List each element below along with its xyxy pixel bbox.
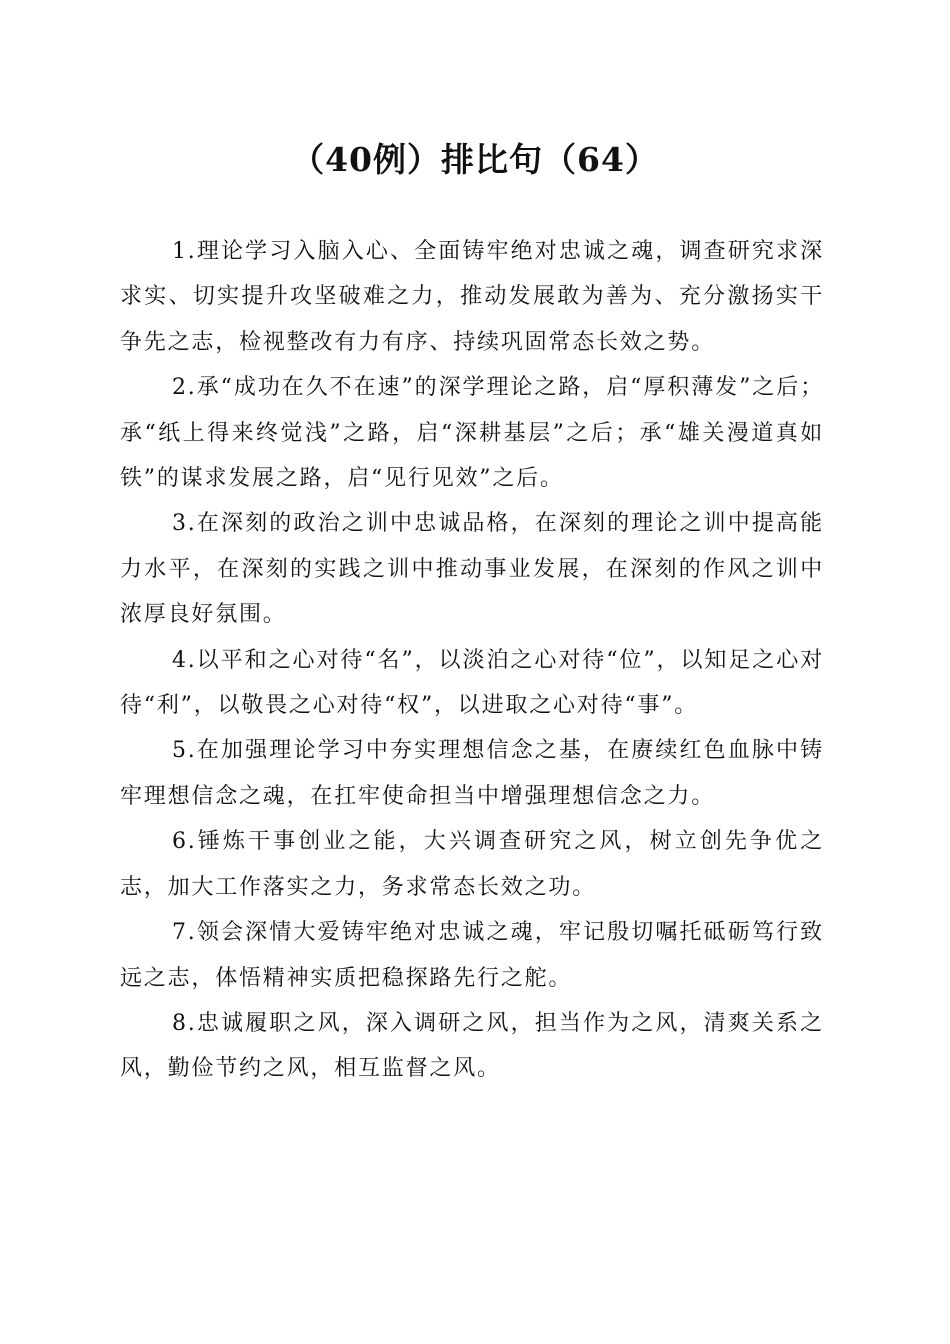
paragraph-1: 1.理论学习入脑入心、全面铸牢绝对忠诚之魂，调查研究求深求实、切实提升攻坚破难之力，推动发展敢为善为、充分激扬实干争先之志，检视整改有力有序、持续巩固常态长效之势。 [120,239,824,355]
paragraph-8: 8.忠诚履职之风，深入调研之风，担当作为之风，清爽关系之风，勤俭节约之风，相互监督之风。 [120,1010,824,1082]
paragraph-6: 6.锤炼干事创业之能，大兴调查研究之风，树立创先争优之志，加大工作落实之力，务求常态长效之功。 [120,829,824,900]
paragraph-4: 4.以平和之心对待“名”，以淡泊之心对待“位”，以知足之心对待“利”，以敬畏之心对待“权”，以进取之心对待“事”。 [120,647,824,719]
document-title: （40例）排比句（64） [291,140,659,179]
paragraph-7: 7.领会深情大爱铸牢绝对忠诚之魂，牢记殷切嘱托砥砺笃行致远之志，体悟精神实质把稳探路先行之舵。 [120,920,824,991]
paragraph-3: 3.在深刻的政治之训中忠诚品格，在深刻的理论之训中提高能力水平，在深刻的实践之训中推动事业发展，在深刻的作风之训中浓厚良好氛围。 [120,511,824,628]
document-body [120,229,824,1092]
paragraph-5: 5.在加强理论学习中夯实理想信念之基，在赓续红色血脉中铸牢理想信念之魂，在扛牢使命担当中增强理想信念之力。 [120,738,824,809]
paragraph-2: 2.承“成功在久不在速”的深学理论之路，启“厚积薄发”之后；承“纸上得来终觉浅”之路，启“深耕基层”之后；承“雄关漫道真如铁”的谋求发展之路，启“见行见效”之后。 [120,375,824,492]
